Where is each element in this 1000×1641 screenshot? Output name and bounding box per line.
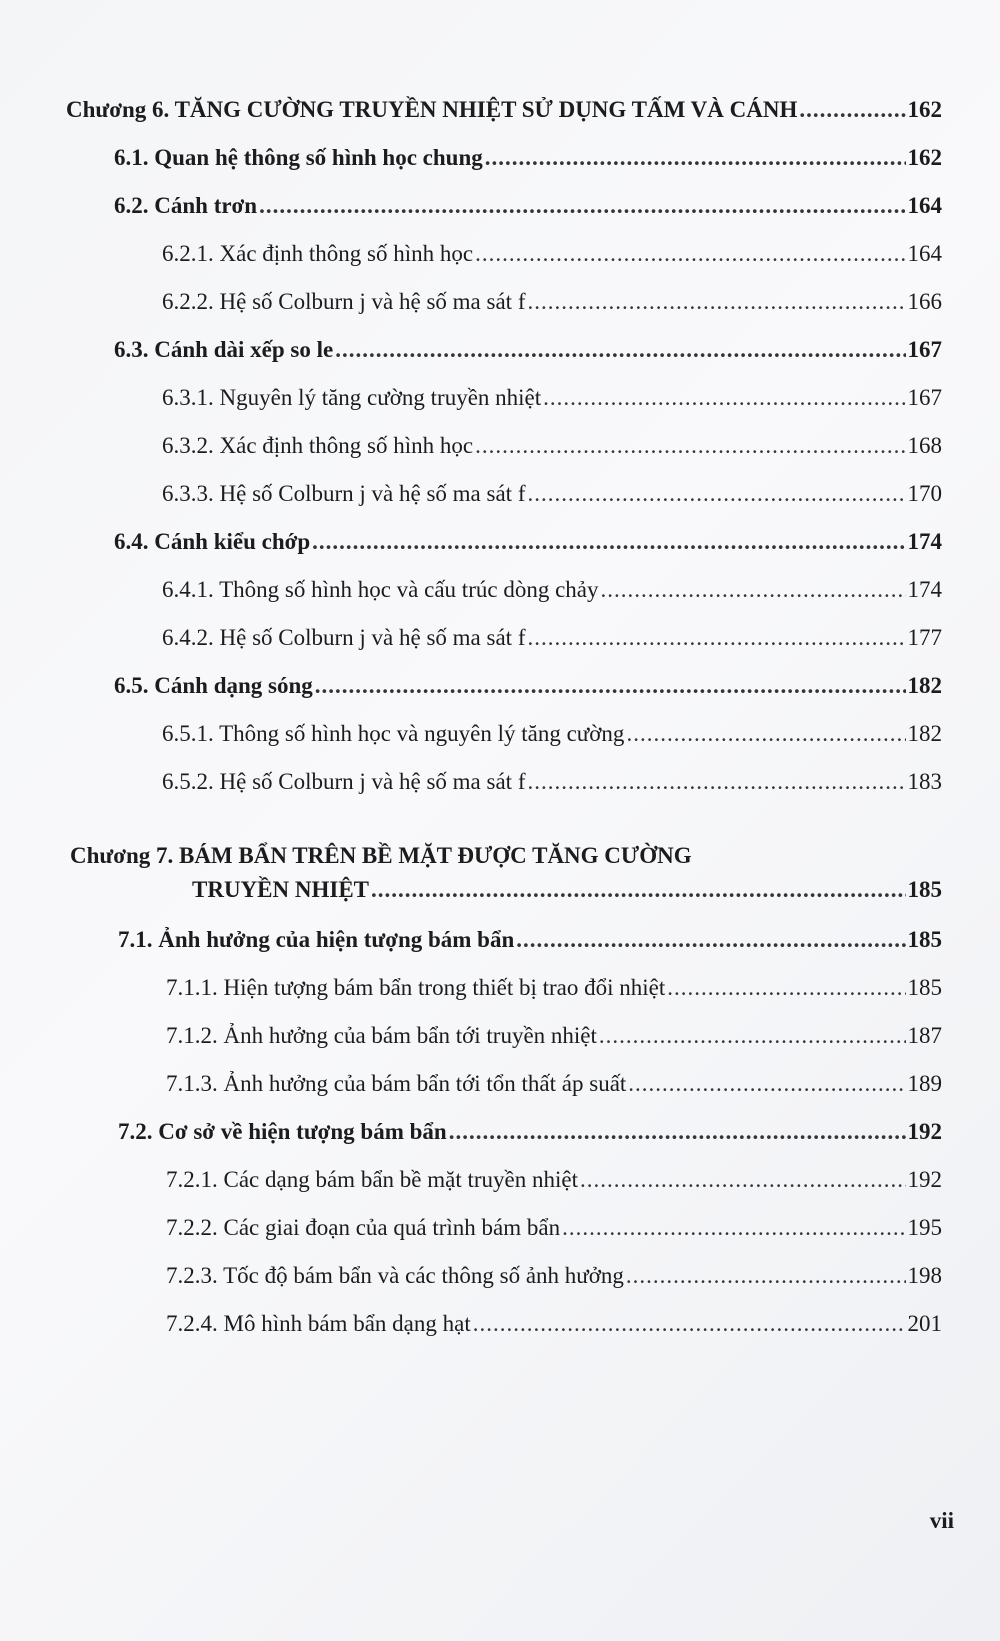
dot-leader	[485, 144, 906, 172]
dot-leader	[527, 288, 905, 316]
toc-entry	[114, 192, 942, 220]
toc-entry	[118, 1118, 942, 1146]
dot-leader	[312, 528, 905, 556]
entry-title: 7.2.4. Mô hình bám bẩn dạng hạt	[166, 1311, 471, 1336]
dot-leader	[475, 240, 905, 268]
page-number: 166	[907, 289, 942, 314]
toc-entry	[114, 336, 942, 364]
toc-subentry	[162, 384, 942, 412]
entry-title: 7.1.1. Hiện tượng bám bẩn trong thiết bị trao đổi nhiệt	[166, 975, 666, 1000]
dot-leader	[475, 432, 905, 460]
page-number: 183	[907, 769, 942, 794]
toc-subentry	[162, 432, 942, 460]
entry-title: 6.3.1. Nguyên lý tăng cường truyền nhiệt	[162, 385, 542, 410]
page-number: 177	[907, 625, 942, 650]
page-number: 162	[907, 145, 942, 170]
entry-title: 6.5. Cánh dạng sóng	[114, 673, 313, 698]
toc-chapter-7	[192, 876, 942, 904]
entry-title: 6.1. Quan hệ thông số hình học chung	[114, 145, 483, 170]
page-number: 185	[907, 975, 942, 1000]
dot-leader	[527, 768, 905, 796]
dot-leader	[259, 192, 905, 220]
page-number: 182	[907, 721, 942, 746]
entry-title: 6.4.2. Hệ số Colburn j và hệ số ma sát f	[162, 625, 526, 650]
dot-leader	[371, 876, 905, 904]
dot-leader	[473, 1310, 906, 1338]
toc-subentry	[162, 240, 942, 268]
entry-title: 6.3. Cánh dài xếp so le	[114, 337, 334, 362]
toc-chapter-6	[66, 96, 942, 124]
toc-subentry	[166, 1262, 942, 1290]
page-number: 168	[907, 433, 942, 458]
toc-subentry	[162, 480, 942, 508]
toc-subentry	[162, 768, 942, 796]
toc-subentry	[166, 1166, 942, 1194]
page-number: 167	[907, 385, 942, 410]
entry-title: 7.1. Ảnh hưởng của hiện tượng bám bẩn	[118, 927, 515, 952]
dot-leader	[626, 720, 905, 748]
toc-subentry	[162, 624, 942, 652]
page-number: 192	[907, 1167, 942, 1192]
toc-subentry	[162, 576, 942, 604]
entry-title: 6.3.2. Xác định thông số hình học	[162, 433, 474, 458]
page-number: 164	[907, 241, 942, 266]
toc-entry	[118, 926, 942, 954]
entry-title: 7.2.3. Tốc độ bám bẩn và các thông số ảnh hưởng	[166, 1263, 624, 1288]
page-number: 195	[907, 1215, 942, 1240]
dot-leader	[667, 974, 905, 1002]
dot-leader	[315, 672, 906, 700]
entry-title: 6.5.2. Hệ số Colburn j và hệ số ma sát f	[162, 769, 526, 794]
dot-leader	[628, 1070, 905, 1098]
entry-title: 6.5.1. Thông số hình học và nguyên lý tăng cường	[162, 721, 625, 746]
entry-title: 6.2. Cánh trơn	[114, 193, 258, 218]
page-number: 167	[907, 337, 942, 362]
chapter-7-title-line1: Chương 7. BÁM BẨN TRÊN BỀ MẶT ĐƯỢC TĂNG CƯỜNG	[70, 843, 692, 868]
dot-leader	[335, 336, 905, 364]
entry-title: 6.2.2. Hệ số Colburn j và hệ số ma sát f	[162, 289, 526, 314]
toc-subentry	[166, 974, 942, 1002]
page-number: 164	[907, 193, 942, 218]
page-number: 185	[907, 927, 942, 952]
page-number: 187	[907, 1023, 942, 1048]
entry-title: 7.2.2. Các giai đoạn của quá trình bám bẩn	[166, 1215, 561, 1240]
dot-leader	[799, 96, 905, 124]
page-number: 198	[907, 1263, 942, 1288]
dot-leader	[527, 480, 905, 508]
toc-entry	[114, 528, 942, 556]
dot-leader	[543, 384, 905, 412]
entry-title: 7.2. Cơ sở về hiện tượng bám bẩn	[118, 1119, 447, 1144]
dot-leader	[516, 926, 905, 954]
toc-entry	[114, 144, 942, 172]
entry-title: 6.4.1. Thông số hình học và cấu trúc dòng chảy	[162, 577, 599, 602]
page-number: 182	[907, 673, 942, 698]
dot-leader	[449, 1118, 906, 1146]
page-number: 185	[907, 877, 942, 902]
page-folio: vii	[929, 1508, 954, 1533]
chapter-title: Chương 6. TĂNG CƯỜNG TRUYỀN NHIỆT SỬ DỤNG TẤM VÀ CÁNH	[66, 97, 798, 122]
dot-leader	[580, 1166, 906, 1194]
toc-subentry	[162, 720, 942, 748]
entry-title: 6.3.3. Hệ số Colburn j và hệ số ma sát f	[162, 481, 526, 506]
page-number: 170	[907, 481, 942, 506]
chapter-title: TRUYỀN NHIỆT	[192, 877, 370, 902]
dot-leader	[527, 624, 905, 652]
page-number: 201	[907, 1311, 942, 1336]
toc-subentry	[166, 1310, 942, 1338]
entry-title: 6.4. Cánh kiểu chớp	[114, 529, 311, 554]
dot-leader	[626, 1262, 906, 1290]
entry-title: 7.1.2. Ảnh hưởng của bám bẩn tới truyền nhiệt	[166, 1023, 597, 1048]
dot-leader	[600, 576, 905, 604]
entry-title: 7.2.1. Các dạng bám bẩn bề mặt truyền nhiệt	[166, 1167, 578, 1192]
toc-subentry	[166, 1214, 942, 1242]
toc-entry	[114, 672, 942, 700]
page-number: 174	[907, 577, 942, 602]
page-number: 174	[907, 529, 942, 554]
entry-title: 7.1.3. Ảnh hưởng của bám bẩn tới tổn thất áp suất	[166, 1071, 627, 1096]
dot-leader	[599, 1022, 906, 1050]
page-number: 192	[907, 1119, 942, 1144]
toc-subentry	[166, 1022, 942, 1050]
page-number: 189	[907, 1071, 942, 1096]
entry-title: 6.2.1. Xác định thông số hình học	[162, 241, 474, 266]
dot-leader	[562, 1214, 905, 1242]
page-number: 162	[907, 97, 942, 122]
toc-subentry	[166, 1070, 942, 1098]
toc-subentry	[162, 288, 942, 316]
